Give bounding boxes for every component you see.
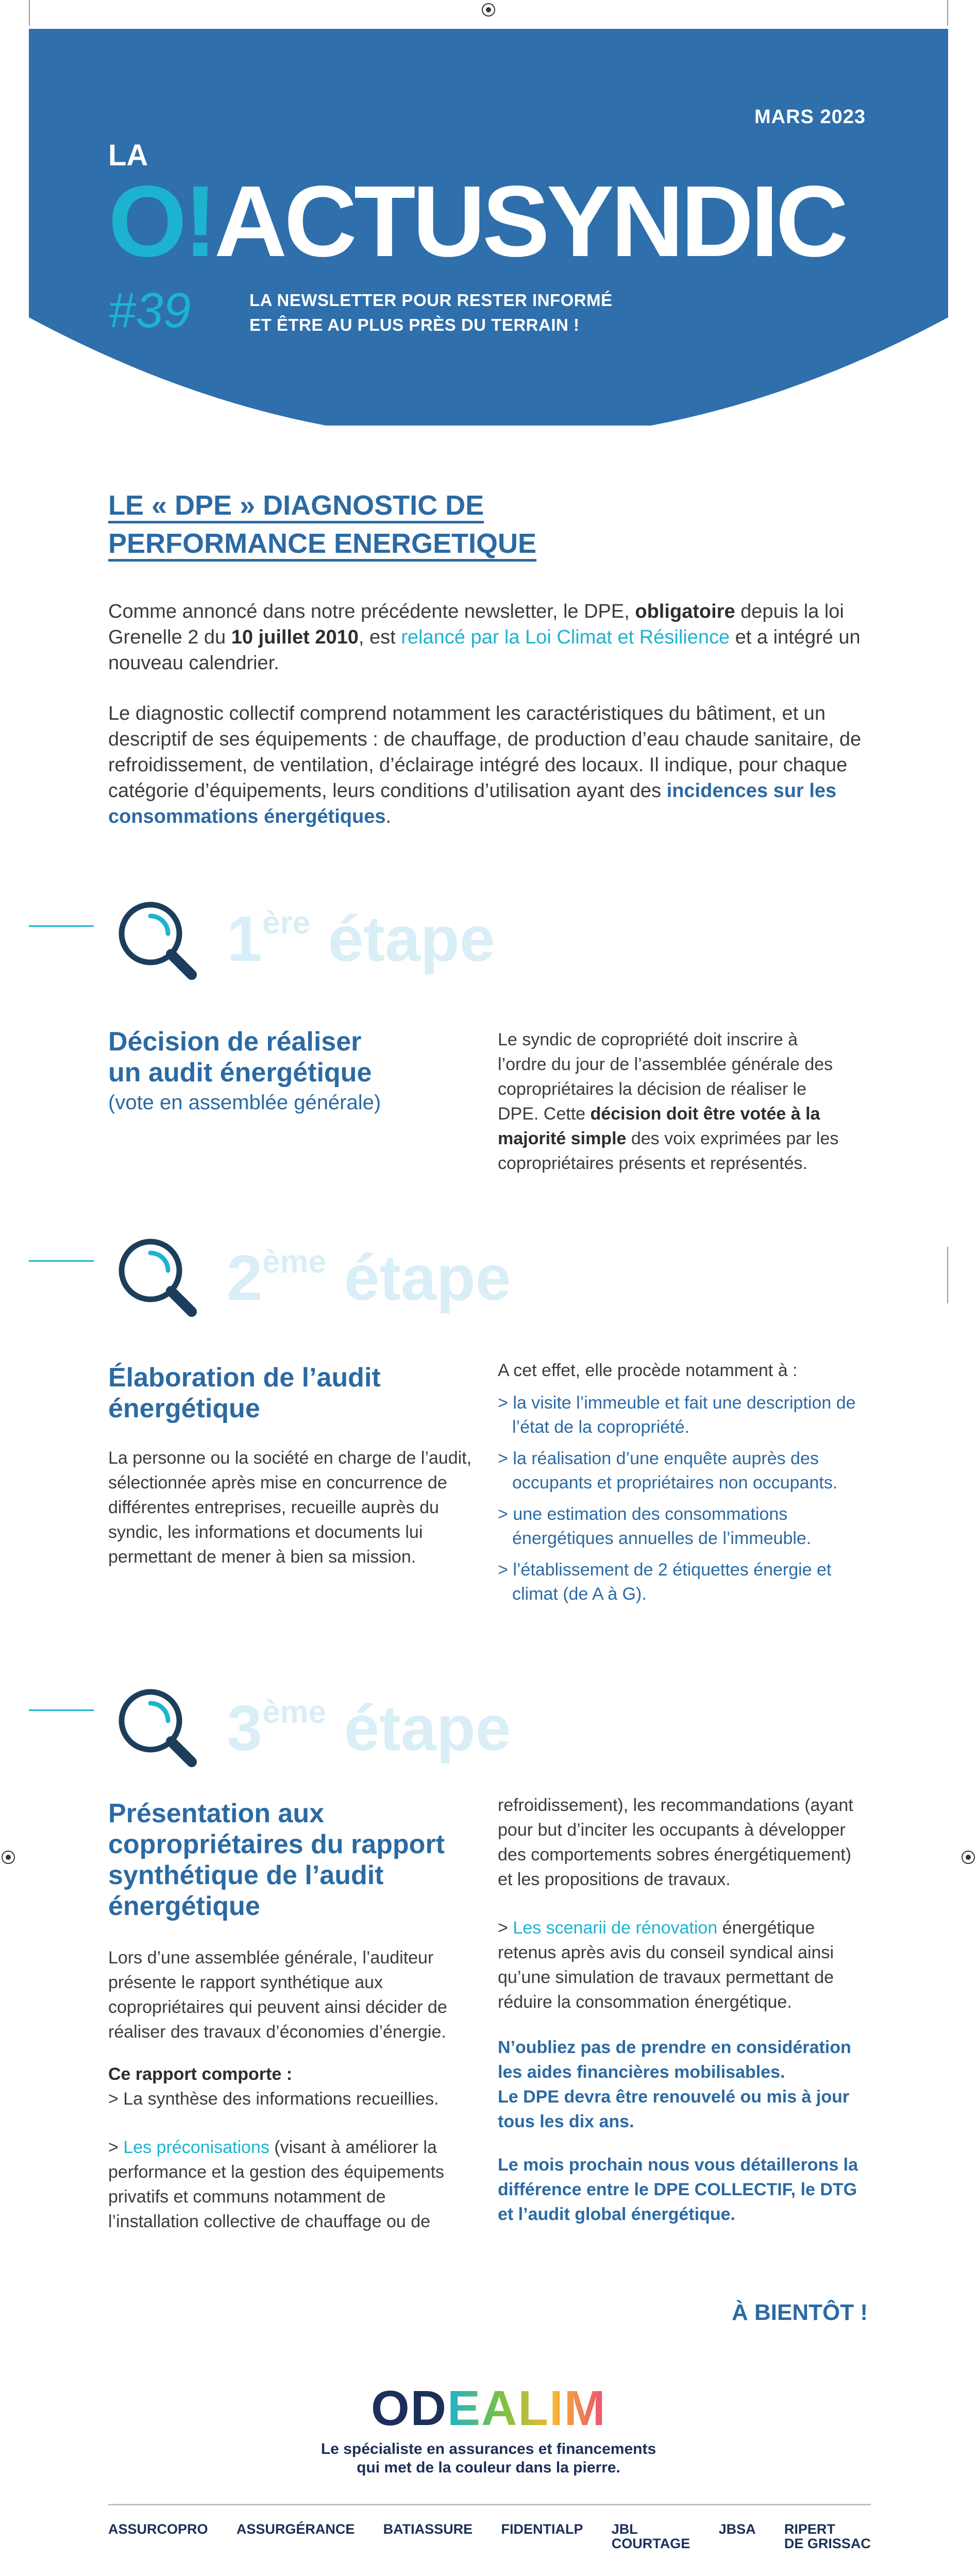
step2-right-intro: A cet effet, elle procède notamment à :: [498, 1361, 798, 1380]
issue-date: MARS 2023: [754, 106, 866, 128]
step1-subtitle: (vote en assemblée générale): [108, 1091, 381, 1114]
step-divider: [29, 1260, 94, 1262]
slogan: Le spécialiste en assurances et financements qui met de la couleur dans la pierre.: [321, 2441, 656, 2476]
title-prefix: LA: [108, 139, 148, 172]
step2-list: [498, 1391, 874, 1614]
magnifier-icon: [114, 897, 202, 985]
step3-right-paragraph: > Les scenarii de rénovation énergétique retenus après avis du conseil syndical ainsi qu’une simulation de travaux permettant de réduire la consommation énergétique.: [498, 1918, 834, 2012]
title-o-mark: O!: [108, 165, 214, 278]
section-heading: [108, 486, 536, 563]
step3-teaser: Le mois prochain nous vous détaillerons la différence entre le DPE COLLECTIF, le DTG et l’audit global énergétique.: [498, 2155, 858, 2224]
magnifier-icon: [114, 1234, 202, 1322]
step3-right-paragraph: refroidissement), les recommandations (ayant pour but d’inciter les occupants à développer des comportements sobres énergétiquement) et les propositions de travaux.: [498, 1795, 853, 1889]
registration-mark-icon: [2, 1851, 15, 1864]
odealim-logo: ODEALIM: [371, 2381, 607, 2436]
crop-mark: [947, 0, 948, 26]
step-title: 2ème étape: [227, 1243, 511, 1314]
step-title: 1ère étape: [227, 904, 495, 975]
registration-mark-icon: [962, 1851, 975, 1864]
registration-mark-icon: [482, 3, 495, 16]
tagline-line-1: LA NEWSLETTER POUR RESTER INFORMÉ: [249, 291, 613, 310]
crop-mark: [29, 0, 30, 26]
law-link: relancé par la Loi Climat et Résilience: [401, 626, 730, 648]
tagline-line-2: ET ÊTRE AU PLUS PRÈS DU TERRAIN !: [249, 315, 580, 334]
newsletter-title: [108, 165, 846, 278]
list-item: > l’établissement de 2 étiquettes énergie et climat (de A à G).: [498, 1560, 832, 1604]
step3-left-paragraph: Lors d’une assemblée générale, l’auditeur présente le rapport synthétique aux copropriétaires qui peuvent ainsi décider de réaliser des travaux d’économies d’énergie.: [108, 1948, 447, 2042]
partner-name: ASSURCOPRO: [108, 2521, 208, 2537]
step-divider: [29, 925, 94, 927]
intro-paragraph-2: Le diagnostic collectif comprend notamment les caractéristiques du bâtiment, et un descriptif de ses équipements : de chauffage, de production d’eau chaude sanitaire, de refroidissement, de ventilation, d’éclairage intégré des locaux. Il indique, pour chaque catégorie d’équipements, leurs conditions d’utilisation ayant des incidences sur les consommations énergétiques.: [108, 703, 862, 827]
step-title: 3ème étape: [227, 1693, 511, 1764]
issue-number: #39: [108, 283, 191, 338]
heading-line-1: LE « DPE » DIAGNOSTIC DE: [108, 490, 484, 523]
crop-mark: [947, 1247, 948, 1303]
list-item: > la visite l’immeuble et fait une description de l’état de la copropriété.: [498, 1393, 856, 1437]
divider: [108, 2504, 871, 2505]
list-item: > la réalisation d’une enquête auprès des occupants et propriétaires non occupants.: [498, 1449, 838, 1493]
heading-line-2: PERFORMANCE ENERGETIQUE: [108, 528, 536, 562]
rapport-item: > Les préconisations (visant à améliorer la performance et la gestion des équipements privatifs et communs notamment de l’installation collective de chauffage ou de: [108, 2138, 445, 2231]
partner-list: [108, 2522, 871, 2551]
step1-heading: Décision de réaliser un audit énergétique: [108, 1027, 372, 1088]
title-main: ACTUSYNDIC: [214, 165, 846, 278]
partner-name: JBSA: [718, 2521, 756, 2537]
magnifier-icon: [114, 1685, 202, 1772]
step2-left-text: La personne ou la société en charge de l’audit, sélectionnée après mise en concurrence de différentes entreprises, recueille auprès du syndic, les informations et documents lui permettant de mener à bien sa mission.: [108, 1448, 472, 1567]
step3-heading: Présentation aux copropriétaires du rapport synthétique de l’audit énergétique: [108, 1799, 445, 1921]
partner-name: FIDENTIALP: [501, 2521, 583, 2537]
step1-text: Le syndic de copropriété doit inscrire à l’ordre du jour de l’assemblée générale des copropriétaires la décision de réaliser le DPE. Cette décision doit être votée à la majorité simple des voix exprimées par les copropriétaires présents et représentés.: [498, 1030, 839, 1173]
step-divider: [29, 1709, 94, 1711]
partner-name: BATIASSURE: [383, 2521, 473, 2537]
rapport-heading: Ce rapport comporte :: [108, 2064, 293, 2084]
rapport-item: > La synthèse des informations recueillies.: [108, 2089, 439, 2109]
partner-name: RIPERT DE GRISSAC: [784, 2521, 871, 2551]
step3-note: N’oubliez pas de prendre en considération les aides financières mobilisables. Le DPE devra être renouvelé ou mis à jour tous les dix ans.: [498, 2038, 851, 2131]
step2-heading: Élaboration de l’audit énergétique: [108, 1363, 381, 1423]
partner-name: JBL COURTAGE: [611, 2521, 690, 2551]
list-item: > une estimation des consommations énergétiques annuelles de l’immeuble.: [498, 1504, 812, 1548]
partner-name: ASSURGÉRANCE: [236, 2521, 355, 2537]
intro-paragraph-1: Comme annoncé dans notre précédente newsletter, le DPE, obligatoire depuis la loi Grenelle 2 du 10 juillet 2010, est relancé par la Loi Climat et Résilience et a intégré un nouveau calendrier.: [108, 601, 861, 674]
closing-text: À BIENTÔT !: [732, 2300, 868, 2325]
